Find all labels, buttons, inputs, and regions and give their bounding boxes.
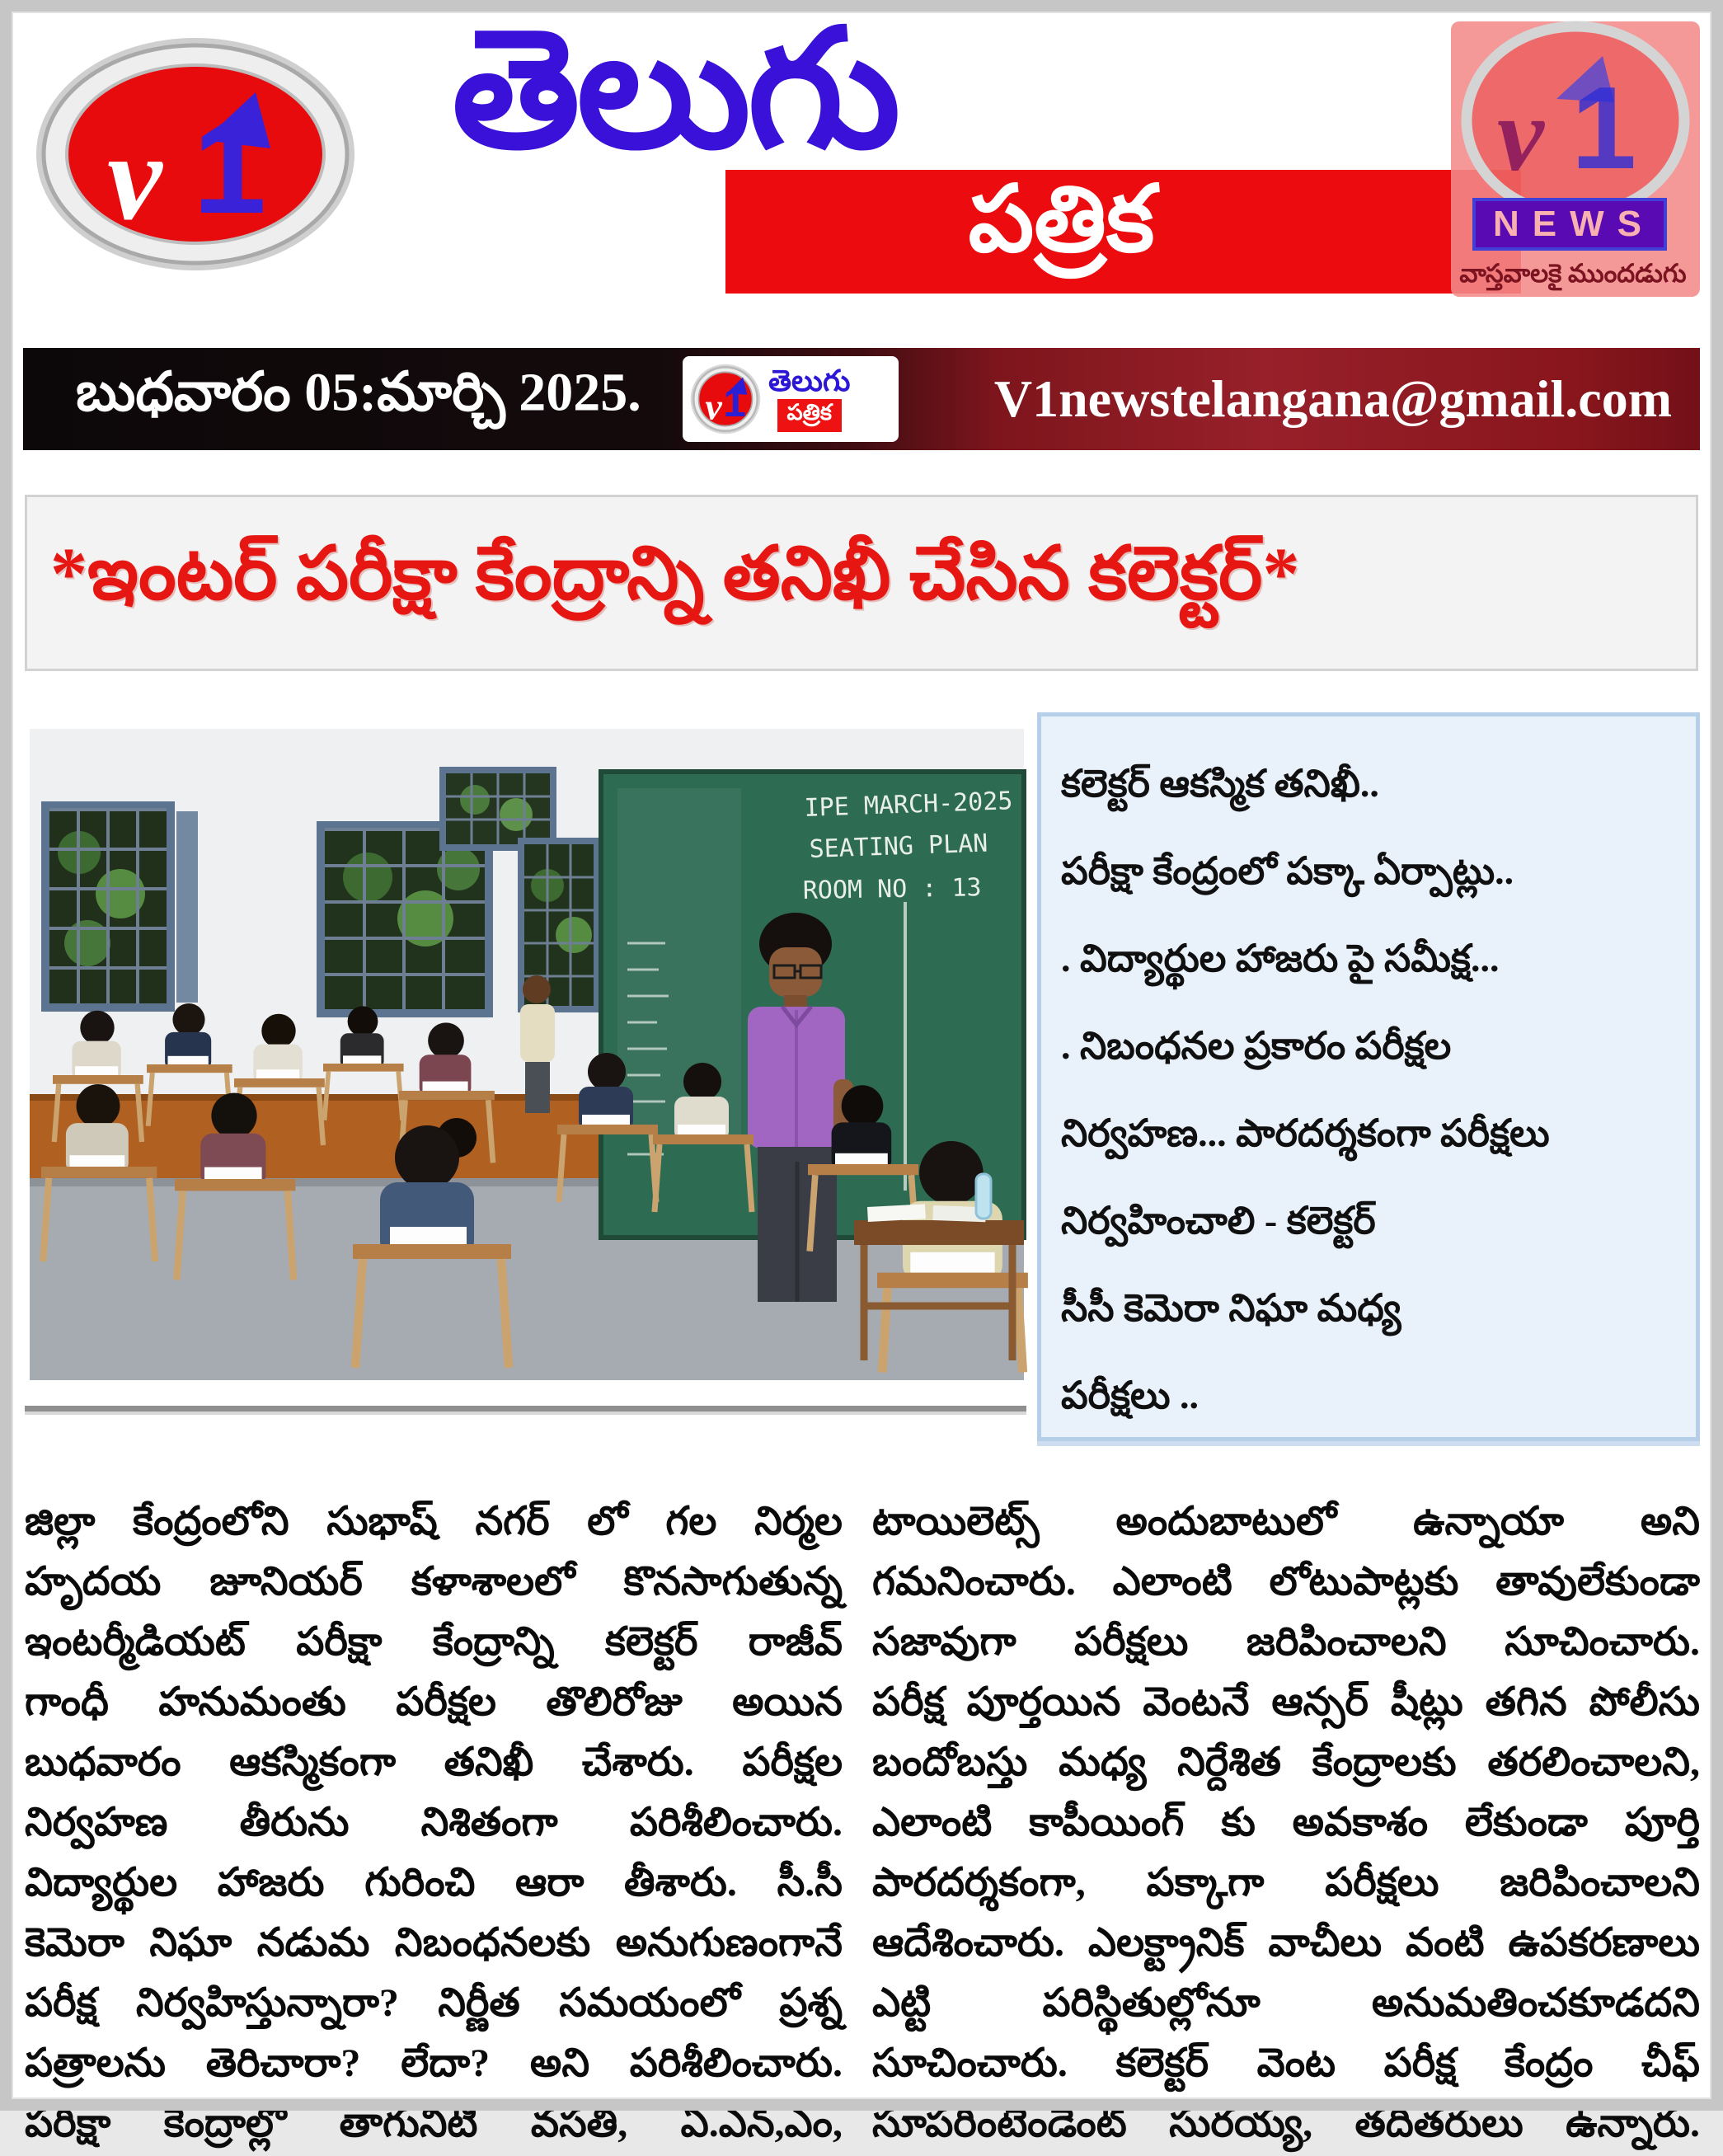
mini-paper-logo — [683, 356, 899, 442]
highlight-line: పరీక్షా కేంద్రంలో పక్కా ఏర్పాట్లు.. — [1061, 849, 1514, 892]
date-text: బుధవారం 05:మార్చి 2025. — [76, 362, 641, 423]
article-line: జిల్లా కేంద్రంలోని సుభాష్ నగర్ లో గల నిర్మల — [25, 1500, 843, 1543]
paper-name: తెలుగు — [452, 0, 898, 182]
article-line: సూపరింటెండెంట్ సురయ్య, తదితరులు ఉన్నారు. — [872, 2102, 1700, 2145]
info-bar — [23, 348, 1700, 450]
article-line: పరీక్షా కేంద్రాల్లో తాగునీటి వసతి, ఏ.ఎన్,ఎం, — [25, 2102, 843, 2145]
logo-letter-v: v — [107, 109, 162, 246]
news-logo-ring-icon — [1458, 23, 1693, 221]
highlight-line: . నిబంధనల ప్రకారం పరీక్షల — [1061, 1024, 1452, 1067]
classroom-photo — [30, 729, 1024, 1380]
article-line: సజావుగా పరీక్షలు జరిపించాలని సూచించారు. — [872, 1620, 1700, 1664]
window-icon — [41, 801, 198, 1012]
article-line: పరీక్ష పూర్తయిన వెంటనే ఆన్సర్ షీట్లు తగిన పోలీసు — [872, 1680, 1700, 1724]
article-line: కెమెరా నిఘా నడుమ నిబంధనలకు అనుగుణంగానే — [25, 1921, 843, 1965]
mini-logo-title: తెలుగు — [768, 364, 851, 398]
news-badge — [1472, 198, 1667, 251]
highlight-line: పరీక్షలు .. — [1061, 1374, 1200, 1416]
article-line: ఆదేశించారు. ఎలక్ట్రానిక్ వాచీలు వంటి ఉపకరణాలు — [872, 1921, 1700, 1965]
article-line: ఎట్టి పరిస్థితుల్లోనూ అనుమతించకూడదని — [872, 1981, 1700, 2025]
article-line: బుధవారం ఆకస్మికంగా తనిఖీ చేశారు. పరీక్షల — [25, 1740, 843, 1784]
article-line: సూచించారు. కలెక్టర్ వెంట పరీక్ష కేంద్రం చీఫ్ — [872, 2041, 1700, 2085]
highlight-line: నిర్వహణ... పారదర్శకంగా పరీక్షలు — [1061, 1111, 1550, 1154]
article-line: పత్రాలను తెరిచారా? లేదా? అని పరిశీలించారు. — [25, 2041, 843, 2085]
v1-news-logo — [1451, 21, 1700, 297]
chalk-text-line3: ROOM NO : 13 — [802, 873, 982, 905]
article-line: నిర్వహణ తీరును నిశితంగా పరిశీలించారు. — [25, 1801, 843, 1844]
article-line: విద్యార్థుల హాజరు గురించి ఆరా తీశారు. సీ.సీ — [25, 1861, 843, 1905]
highlight-line: . విద్యార్థుల హాజరు పై సమీక్ష... — [1061, 937, 1500, 979]
headline: *ఇంటర్ పరీక్షా కేంద్రాన్ని తనిఖీ చేసిన కలెక్టర్* — [50, 533, 1300, 615]
article-line: పారదర్శకంగా, పక్కాగా పరీక్షలు జరిపించాలని — [872, 1861, 1700, 1905]
article-line: ఎలాంటి కాపీయింగ్ కు అవకాశం లేకుండా పూర్తి — [872, 1801, 1700, 1844]
v1-paper-logo — [31, 33, 359, 276]
water-bottle-icon — [976, 1174, 991, 1219]
paper-type: పత్రిక — [968, 169, 1155, 271]
news-badge-label: NEWS — [1493, 204, 1655, 244]
highlight-line: సీసీ కెమెరా నిఘా మధ్య — [1061, 1286, 1401, 1329]
article-line: పరీక్ష నిర్వహిస్తున్నారా? నిర్ణీత సమయంలో ప్రశ్న — [25, 1981, 843, 2025]
article-body — [25, 1494, 1700, 2156]
article-line: టాయిలెట్స్ అందుబాటులో ఉన్నాయా అని — [872, 1500, 1700, 1543]
article-column-right — [872, 1494, 1700, 2156]
chalk-text-line1: IPE MARCH-2025 — [804, 787, 1014, 823]
news-tagline: వాస్తవాలకై ముందడుగు — [1459, 259, 1687, 288]
highlight-line: నిర్వహించాలి - కలెక్టర్ — [1061, 1199, 1376, 1242]
logo-digit-one: 1 — [193, 93, 266, 241]
article-line: గాంధీ హనుమంతు పరీక్షల తొలిరోజు అయిన — [25, 1680, 843, 1724]
svg-text:v: v — [1497, 76, 1544, 193]
article-line: గమనించారు. ఎలాంటి లోటుపాట్లకు తావులేకుండా — [872, 1560, 1700, 1604]
article-line: బందోబస్తు మధ్య నిర్దేశిత కేంద్రాలకు తరలించాలని, — [872, 1740, 1700, 1784]
section-divider — [25, 1406, 1026, 1415]
article-line: హృదయ జూనియర్ కళాశాలలో కొనసాగుతున్న — [25, 1560, 843, 1604]
highlights-box — [1037, 712, 1700, 1441]
article-line: ఇంటర్మీడియట్ పరీక్షా కేంద్రాన్ని కలెక్టర్ రాజీవ్ — [25, 1620, 843, 1664]
headline-box — [25, 495, 1698, 671]
highlight-line: కలెక్టర్ ఆకస్మిక తనిఖీ.. — [1061, 762, 1379, 805]
paper-type-bar — [725, 170, 1521, 294]
article-column-left — [25, 1494, 843, 2156]
mini-v1-logo-icon — [689, 363, 762, 435]
chalk-text-line2: SEATING PLAN — [809, 829, 988, 864]
mini-logo-subtitle: పత్రిక — [777, 399, 842, 432]
email-text: V1newstelangana@gmail.com — [993, 369, 1672, 428]
svg-text:1: 1 — [1571, 63, 1636, 194]
